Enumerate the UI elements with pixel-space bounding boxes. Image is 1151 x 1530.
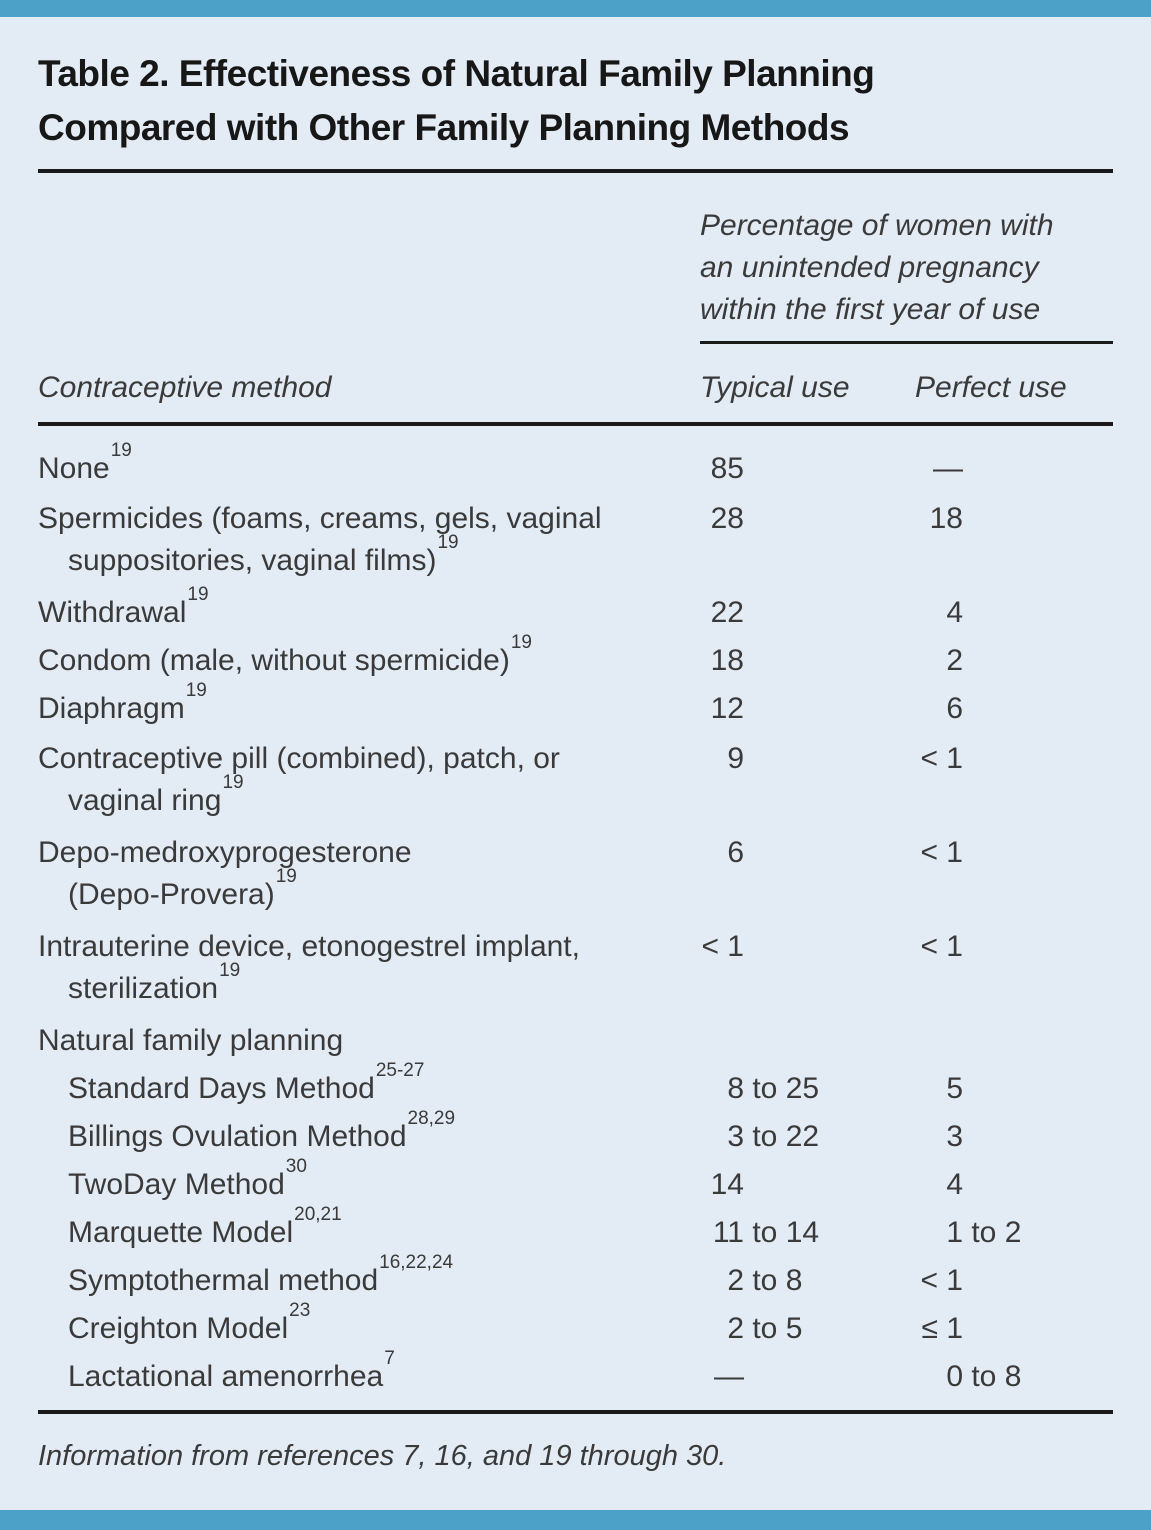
- method-label: Creighton Model$^{23}$: [68, 1300, 311, 1345]
- reference-superscript: 19: [275, 866, 297, 887]
- reference-superscript: 30: [285, 1156, 307, 1177]
- reference-superscript: 20,21: [294, 1204, 342, 1225]
- table-row: [38, 1060, 1113, 1110]
- method-label: Intrauterine device, etonogestrel implant,: [38, 930, 580, 963]
- spanning-column-header: [700, 205, 1113, 331]
- table-body: [38, 440, 1113, 1398]
- typical-use-cell: [660, 1260, 802, 1302]
- method-cell: [38, 680, 660, 730]
- perfect-use-cell-value: 4: [946, 596, 963, 629]
- method-cell: [38, 1204, 660, 1254]
- perfect-use-cell: [880, 738, 963, 780]
- perfect-use-cell-value: 18: [929, 502, 963, 535]
- table-row: [38, 498, 1113, 582]
- typical-use-cell: [660, 592, 744, 634]
- perfect-use-cell: [880, 1116, 963, 1158]
- method-label: Natural family planning: [38, 1024, 344, 1057]
- perfect-use-cell: [880, 640, 963, 682]
- method-label: Spermicides (foams, creams, gels, vaginal: [38, 502, 602, 535]
- perfect-use-cell: [880, 498, 963, 540]
- table-row: [38, 1204, 1113, 1254]
- perfect-use-cell-value: 5: [946, 1072, 963, 1105]
- column-header-method: Contraceptive method: [38, 371, 332, 404]
- table-row: [38, 1252, 1113, 1302]
- typical-use-cell-range-tail: to 5: [744, 1312, 803, 1345]
- perfect-use-cell-value: 3: [946, 1120, 963, 1153]
- perfect-use-cell-value: 4: [946, 1168, 963, 1201]
- perfect-use-cell-value: 2: [946, 644, 963, 677]
- bottom-divider: [38, 1410, 1113, 1414]
- perfect-use-cell: [880, 926, 963, 968]
- perfect-use-cell: [880, 1212, 1021, 1254]
- spanning-header-line3: within the first year of use: [700, 293, 1041, 326]
- method-cell: [38, 440, 660, 490]
- method-label-continued: sterilization$^{19}$: [68, 960, 241, 1005]
- reference-superscript: 28,29: [407, 1108, 456, 1129]
- typical-use-cell: [660, 1356, 744, 1398]
- typical-use-cell-range-tail: to 22: [744, 1120, 820, 1153]
- method-label: None$^{19}$: [38, 440, 132, 485]
- reference-superscript: 19: [187, 584, 209, 605]
- perfect-use-cell-value: < 1: [920, 1264, 963, 1297]
- method-cell: [38, 832, 660, 916]
- table-row: [38, 926, 1113, 1010]
- table-row: [38, 1300, 1113, 1350]
- typical-use-cell-value: 9: [727, 742, 744, 775]
- typical-use-cell-value: 8: [727, 1072, 744, 1105]
- reference-superscript: 19: [222, 772, 244, 793]
- typical-use-cell: [660, 688, 744, 730]
- method-cell: [38, 584, 660, 634]
- typical-use-cell-value: 14: [710, 1168, 744, 1201]
- perfect-use-cell: [880, 448, 963, 490]
- method-label: Contraceptive pill (combined), patch, or: [38, 742, 560, 775]
- perfect-use-cell: [880, 832, 963, 874]
- table-row: [38, 1020, 1113, 1062]
- table-row: [38, 1156, 1113, 1206]
- method-label: Condom (male, without spermicide)$^{19}$: [38, 632, 532, 677]
- perfect-use-cell-value: < 1: [920, 930, 963, 963]
- typical-use-cell-value: 12: [710, 692, 744, 725]
- perfect-use-cell-value: < 1: [920, 836, 963, 869]
- typical-use-cell-value: 3: [727, 1120, 744, 1153]
- reference-superscript: 16,22,24: [379, 1252, 454, 1273]
- method-cell: [38, 632, 660, 682]
- method-cell: [38, 1252, 660, 1302]
- typical-use-cell: [660, 1068, 819, 1110]
- table-row: [38, 680, 1113, 730]
- table-row: [38, 440, 1113, 490]
- typical-use-cell: [660, 738, 744, 780]
- perfect-use-cell: [880, 1164, 963, 1206]
- reference-superscript: 23: [289, 1300, 311, 1321]
- typical-use-cell: [660, 448, 744, 490]
- bottom-accent-bar: [0, 1510, 1151, 1530]
- perfect-use-cell: [880, 592, 963, 634]
- table-title-line2: Compared with Other Family Planning Methods: [38, 107, 850, 148]
- typical-use-cell-value: 18: [710, 644, 744, 677]
- method-label-continued: vaginal ring$^{19}$: [68, 772, 244, 817]
- perfect-use-cell-value: 1: [946, 1216, 963, 1249]
- spanning-header-line2: an unintended pregnancy: [700, 251, 1039, 284]
- column-header-row: [38, 366, 1113, 410]
- method-cell: [38, 1108, 660, 1158]
- column-header-perfect-use: Perfect use: [915, 371, 1067, 404]
- typical-use-cell-value: 11: [712, 1216, 744, 1249]
- method-label: Lactational amenorrhea$^7$: [68, 1348, 395, 1393]
- typical-use-cell-range-tail: to 8: [744, 1264, 803, 1297]
- perfect-use-cell-value: < 1: [920, 742, 963, 775]
- table-row: [38, 584, 1113, 634]
- typical-use-cell-value: 2: [727, 1264, 744, 1297]
- typical-use-cell: [660, 1164, 744, 1206]
- typical-use-cell-range-tail: to 25: [744, 1072, 820, 1105]
- typical-use-cell-value: < 1: [701, 930, 744, 963]
- table-title-line1: Table 2. Effectiveness of Natural Family Planning: [38, 53, 875, 94]
- method-label: Withdrawal$^{19}$: [38, 584, 209, 629]
- column-header-typical-use: Typical use: [700, 371, 850, 404]
- method-label: Standard Days Method$^{25-27}$: [68, 1060, 425, 1105]
- typical-use-cell-value: 6: [727, 836, 744, 869]
- spanning-header-line1: Percentage of women with: [700, 209, 1054, 242]
- reference-superscript: 19: [219, 960, 241, 981]
- table-row: [38, 1348, 1113, 1398]
- method-label: Symptothermal method$^{16,22,24}$: [68, 1252, 454, 1297]
- table-title: [38, 47, 1113, 155]
- perfect-use-cell-value: —: [933, 452, 963, 485]
- reference-superscript: 19: [510, 632, 532, 653]
- method-cell: [38, 738, 660, 822]
- spanning-header-divider: [700, 341, 1113, 344]
- typical-use-cell-value: 2: [727, 1312, 744, 1345]
- method-cell: [38, 926, 660, 1010]
- table-row: [38, 832, 1113, 916]
- table-row: [38, 632, 1113, 682]
- reference-superscript: 19: [110, 440, 132, 461]
- typical-use-cell: [660, 1116, 819, 1158]
- method-label-continued: (Depo-Provera)$^{19}$: [68, 866, 297, 911]
- perfect-use-cell-value: 0: [946, 1360, 963, 1393]
- method-cell: [38, 1020, 660, 1062]
- method-cell: [38, 1300, 660, 1350]
- method-label: Depo-medroxyprogesterone: [38, 836, 412, 869]
- perfect-use-cell-value: 6: [946, 692, 963, 725]
- typical-use-cell: [660, 832, 744, 874]
- typical-use-cell: [660, 640, 744, 682]
- method-cell: [38, 1060, 660, 1110]
- method-cell: [38, 498, 660, 582]
- typical-use-cell: [660, 498, 744, 540]
- table-row: [38, 1108, 1113, 1158]
- title-divider: [38, 169, 1113, 173]
- reference-superscript: 19: [437, 532, 459, 553]
- perfect-use-cell: [880, 1260, 963, 1302]
- source-note: Information from references 7, 16, and 19 through 30.: [38, 1440, 727, 1472]
- reference-superscript: 19: [185, 680, 207, 701]
- typical-use-cell: [660, 1308, 802, 1350]
- method-label: Billings Ovulation Method$^{28,29}$: [68, 1108, 456, 1153]
- typical-use-cell-value: —: [714, 1360, 744, 1393]
- top-accent-bar: [0, 0, 1151, 17]
- typical-use-cell: [660, 926, 744, 968]
- perfect-use-cell-range-tail: to 2: [963, 1216, 1022, 1249]
- reference-superscript: 25-27: [375, 1060, 425, 1081]
- method-label: Diaphragm$^{19}$: [38, 680, 207, 725]
- table-figure: [38, 17, 1113, 1473]
- method-cell: [38, 1156, 660, 1206]
- table-row: [38, 738, 1113, 822]
- typical-use-cell-value: 85: [710, 452, 744, 485]
- perfect-use-cell-value: ≤ 1: [921, 1312, 963, 1345]
- perfect-use-cell: [880, 1356, 1021, 1398]
- perfect-use-cell: [880, 1308, 963, 1350]
- method-label-continued: suppositories, vaginal films)$^{19}$: [68, 532, 459, 577]
- method-cell: [38, 1348, 660, 1398]
- header-divider: [38, 422, 1113, 426]
- perfect-use-cell: [880, 1068, 963, 1110]
- typical-use-cell-range-tail: to 14: [744, 1216, 820, 1249]
- method-label: Marquette Model$^{20,21}$: [68, 1204, 342, 1249]
- typical-use-cell-value: 28: [710, 502, 744, 535]
- reference-superscript: 7: [384, 1348, 395, 1369]
- perfect-use-cell: [880, 688, 963, 730]
- method-label: TwoDay Method$^{30}$: [68, 1156, 307, 1201]
- perfect-use-cell-range-tail: to 8: [963, 1360, 1022, 1393]
- typical-use-cell-value: 22: [710, 596, 744, 629]
- typical-use-cell: [660, 1212, 819, 1254]
